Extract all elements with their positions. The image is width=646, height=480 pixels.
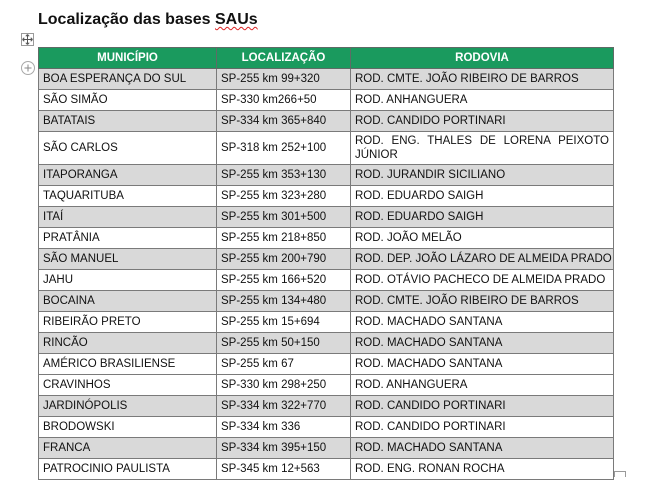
cell-rodovia: ROD. ANHANGUERA bbox=[351, 90, 614, 111]
cell-rodovia: ROD. CANDIDO PORTINARI bbox=[351, 111, 614, 132]
cell-localizacao: SP-255 km 200+790 bbox=[217, 249, 351, 270]
cell-rodovia: ROD. EDUARDO SAIGH bbox=[351, 207, 614, 228]
cell-municipio: PATROCINIO PAULISTA bbox=[39, 459, 217, 480]
cell-rodovia: ROD. JURANDIR SICILIANO bbox=[351, 165, 614, 186]
cell-municipio: FRANCA bbox=[39, 438, 217, 459]
table-row bbox=[39, 69, 614, 90]
table-row bbox=[39, 291, 614, 312]
cell-localizacao: SP-255 km 301+500 bbox=[217, 207, 351, 228]
cell-localizacao: SP-345 km 12+563 bbox=[217, 459, 351, 480]
cell-localizacao: SP-255 km 134+480 bbox=[217, 291, 351, 312]
table-row bbox=[39, 312, 614, 333]
cell-localizacao: SP-334 km 336 bbox=[217, 417, 351, 438]
table-row bbox=[39, 270, 614, 291]
header-rodovia: RODOVIA bbox=[351, 48, 614, 69]
header-localizacao: LOCALIZAÇÃO bbox=[217, 48, 351, 69]
cell-municipio: BATATAIS bbox=[39, 111, 217, 132]
cell-rodovia: ROD. CANDIDO PORTINARI bbox=[351, 396, 614, 417]
cell-rodovia: ROD. ENG. THALES DE LORENA PEIXOTO JÚNIOR bbox=[351, 132, 614, 165]
cell-localizacao: SP-334 km 322+770 bbox=[217, 396, 351, 417]
cell-rodovia: ROD. MACHADO SANTANA bbox=[351, 438, 614, 459]
cell-rodovia: ROD. MACHADO SANTANA bbox=[351, 333, 614, 354]
table-resize-handle[interactable] bbox=[614, 471, 626, 477]
cell-localizacao: SP-255 km 218+850 bbox=[217, 228, 351, 249]
table-row bbox=[39, 165, 614, 186]
cell-municipio: RIBEIRÃO PRETO bbox=[39, 312, 217, 333]
cell-municipio: PRATÂNIA bbox=[39, 228, 217, 249]
cell-localizacao: SP-334 km 395+150 bbox=[217, 438, 351, 459]
table-row bbox=[39, 375, 614, 396]
cell-rodovia: ROD. OTÁVIO PACHECO DE ALMEIDA PRADO bbox=[351, 270, 614, 291]
move-arrows-icon bbox=[22, 34, 33, 45]
cell-rodovia: ROD. ANHANGUERA bbox=[351, 375, 614, 396]
table-row bbox=[39, 396, 614, 417]
table-row bbox=[39, 228, 614, 249]
cell-rodovia: ROD. CMTE. JOÃO RIBEIRO DE BARROS bbox=[351, 291, 614, 312]
cell-localizacao: SP-318 km 252+100 bbox=[217, 132, 351, 165]
cell-municipio: SÃO CARLOS bbox=[39, 132, 217, 165]
table-row bbox=[39, 354, 614, 375]
cell-rodovia: ROD. JOÃO MELÃO bbox=[351, 228, 614, 249]
insert-row-icon[interactable] bbox=[21, 61, 35, 75]
cell-municipio: BOCAINA bbox=[39, 291, 217, 312]
table-header-row bbox=[39, 48, 614, 69]
cell-municipio: RINCÃO bbox=[39, 333, 217, 354]
cell-rodovia: ROD. EDUARDO SAIGH bbox=[351, 186, 614, 207]
table-row bbox=[39, 417, 614, 438]
spellcheck-flagged-word: SAUs bbox=[214, 11, 258, 28]
cell-rodovia: ROD. ENG. RONAN ROCHA bbox=[351, 459, 614, 480]
header-municipio: MUNICÍPIO bbox=[39, 48, 217, 69]
table-row bbox=[39, 111, 614, 132]
cell-municipio: SÃO SIMÃO bbox=[39, 90, 217, 111]
cell-municipio: BOA ESPERANÇA DO SUL bbox=[39, 69, 217, 90]
cell-localizacao: SP-255 km 166+520 bbox=[217, 270, 351, 291]
cell-rodovia: ROD. CANDIDO PORTINARI bbox=[351, 417, 614, 438]
cell-localizacao: SP-255 km 353+130 bbox=[217, 165, 351, 186]
table-row bbox=[39, 438, 614, 459]
cell-localizacao: SP-334 km 365+840 bbox=[217, 111, 351, 132]
cell-localizacao: SP-255 km 67 bbox=[217, 354, 351, 375]
cell-localizacao: SP-255 km 323+280 bbox=[217, 186, 351, 207]
cell-rodovia: ROD. DEP. JOÃO LÁZARO DE ALMEIDA PRADO bbox=[351, 249, 614, 270]
bases-table bbox=[38, 47, 614, 480]
cell-municipio: JAHU bbox=[39, 270, 217, 291]
document-title bbox=[38, 11, 258, 29]
cell-rodovia: ROD. MACHADO SANTANA bbox=[351, 312, 614, 333]
cell-municipio: ITAPORANGA bbox=[39, 165, 217, 186]
plus-icon bbox=[24, 64, 32, 72]
cell-localizacao: SP-255 km 99+320 bbox=[217, 69, 351, 90]
document-title-text: Localização das bases bbox=[38, 11, 215, 28]
cell-municipio: ITAÍ bbox=[39, 207, 217, 228]
table-row bbox=[39, 207, 614, 228]
cell-localizacao: SP-255 km 50+150 bbox=[217, 333, 351, 354]
cell-municipio: CRAVINHOS bbox=[39, 375, 217, 396]
cell-municipio: AMÉRICO BRASILIENSE bbox=[39, 354, 217, 375]
cell-rodovia: ROD. CMTE. JOÃO RIBEIRO DE BARROS bbox=[351, 69, 614, 90]
cell-municipio: TAQUARITUBA bbox=[39, 186, 217, 207]
table-row bbox=[39, 459, 614, 480]
table-move-handle-icon[interactable] bbox=[21, 33, 34, 46]
cell-localizacao: SP-330 km 298+250 bbox=[217, 375, 351, 396]
table-row bbox=[39, 333, 614, 354]
table-row bbox=[39, 186, 614, 207]
table-row bbox=[39, 90, 614, 111]
cell-rodovia: ROD. MACHADO SANTANA bbox=[351, 354, 614, 375]
cell-municipio: JARDINÓPOLIS bbox=[39, 396, 217, 417]
cell-localizacao: SP-255 km 15+694 bbox=[217, 312, 351, 333]
cell-localizacao: SP-330 km266+50 bbox=[217, 90, 351, 111]
table-row bbox=[39, 249, 614, 270]
cell-municipio: BRODOWSKI bbox=[39, 417, 217, 438]
cell-municipio: SÃO MANUEL bbox=[39, 249, 217, 270]
table-row bbox=[39, 132, 614, 165]
